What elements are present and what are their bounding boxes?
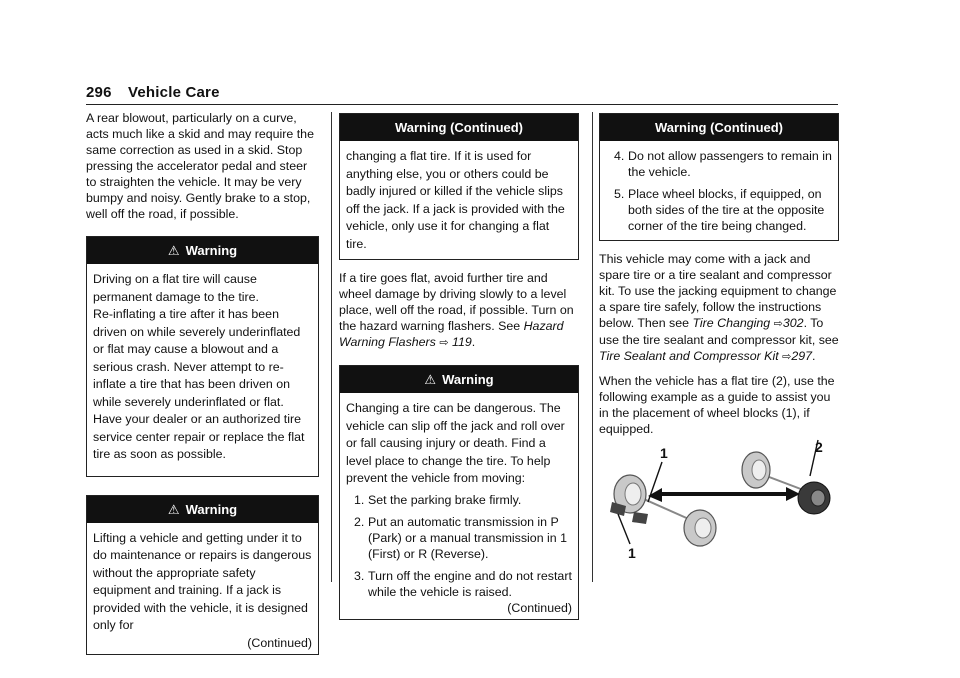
warning-header [340,114,578,141]
page-header [86,84,220,101]
column-divider-1 [331,112,332,582]
warning-title: Warning [442,372,494,387]
warning-box-continued [339,113,579,260]
wheel-block-paragraph: When the vehicle has a flat tire (2), use the following example as a guide to assist you in the placement of wheel blocks (1), if equipped. [599,374,835,436]
rear-left-wheel [742,452,770,488]
arrow-icon [648,487,800,502]
column-divider-2 [592,112,593,582]
warning-box-changing-tire [339,365,579,620]
warning-header [87,496,318,523]
list-item: 5. Place wheel blocks, if equipped, on both sides of the tire at the opposite corner of the tire being changed. [614,187,825,233]
warning-header [600,114,838,141]
warning-title: Warning (Continued) [654,120,784,135]
warning-box-continued [599,113,839,241]
page-reference[interactable]: 297 [791,349,812,363]
warning-text: Driving on a flat tire will cause permanent damage to the tire. [93,272,259,304]
flat-tire [798,482,830,514]
column-1 [86,110,319,669]
list-item: 2. Put an automatic transmission in P (Park) or a manual transmission in 1 (First) or R (Reverse). [354,514,568,561]
warning-text: changing a flat tire. If it is used for anything else, you or others could be badly injured or killed if the vehicle slips off the jack. If a jack is provided with the vehicle, only use it for changing a flat tire. [346,149,565,251]
section-title: Vehicle Care [128,84,220,101]
warning-title: Warning [185,243,238,258]
front-right-wheel [684,510,716,546]
warning-title: Warning [185,501,238,517]
column-2 [339,113,579,634]
callout-label-flat-tire: 2 [815,439,823,455]
warning-triangle-icon: ⚠ [167,243,180,258]
jack-paragraph: This vehicle may come with a jack and spare tire or a tire sealant and compressor kit. To use the jacking equipment to change a spare tire safely, follow the instructions below. Then see Tire Changing ⇨302. To use the tire sealant and compressor kit, see Tire Sealant and Compressor Kit ⇨297. [599,252,839,363]
list-item: 3. Turn off the engine and do not restart while the vehicle is raised. [354,568,572,599]
callout-label-wheel-block: 1 [660,445,668,461]
warning-triangle-icon: ⚠ [167,501,180,517]
page-ref-icon: ⇨ [782,351,792,363]
wheel-block-illustration [604,432,844,570]
page-reference[interactable]: 119 [452,335,472,349]
warning-box-lifting [86,495,319,656]
warning-box-flat-tire [86,236,319,477]
flat-tire-paragraph: If a tire goes flat, avoid further tire and wheel damage by driving slowly to a level place, well off the road, if possible. Turn on the hazard warning flashers. See Hazard Warning Flashers ⇨ 119. [339,271,574,349]
cross-reference-link[interactable]: Tire Sealant and Compressor Kit [599,349,779,363]
list-item: 1. Set the parking brake firmly. [354,492,522,507]
warning-header [87,237,318,264]
page-number: 296 [86,84,112,101]
cross-reference-link[interactable]: Tire Changing [692,316,771,330]
warning-text: Changing a tire can be dangerous. The vehicle can slip off the jack and roll over or fall causing injury or death. Find a level place to change the tire. To help prevent the vehicle from moving: [346,401,565,485]
page-reference[interactable]: 302 [782,316,804,330]
continued-label: (Continued) [247,635,312,650]
callout-label-wheel-block: 1 [628,545,636,561]
steps-list [346,492,572,600]
page-ref-icon: ⇨ [773,318,783,330]
column-3 [599,113,839,445]
page-ref-icon: ⇨ [439,337,449,349]
intro-paragraph: A rear blowout, particularly on a curve, acts much like a skid and may require the same correction as used in a skid. Stop pressing the accelerator pedal and steer to straighten the vehicle. It may be very bumpy and noisy. Gently brake to a stop, well off the road, if possible. [86,111,314,221]
continued-label: (Continued) [507,600,572,615]
warning-text: Lifting a vehicle and getting under it to do maintenance or repairs is dangerous without the appropriate safety equipment and training. If a jack is provided with the vehicle, it is designed only for [93,530,312,632]
warning-header [340,366,578,393]
wheel-block [632,512,648,524]
warning-title: Warning (Continued) [394,120,524,135]
steps-list [606,148,832,234]
warning-text: Re-inflating a tire after it has been driven on while severely underinflated or flat may cause a blowout and a serious crash. Never attempt to re-inflate a tire that has been driven on while severely underinflated or flat. Have your dealer or an authorized tire service center repair or replace the flat tire as soon as possible. [93,307,305,461]
warning-triangle-icon: ⚠ [424,372,437,387]
header-rule [86,104,838,105]
cross-reference-link[interactable]: Hazard Warning Flashers [339,319,564,349]
list-item: 4. Do not allow passengers to remain in the vehicle. [614,149,832,179]
